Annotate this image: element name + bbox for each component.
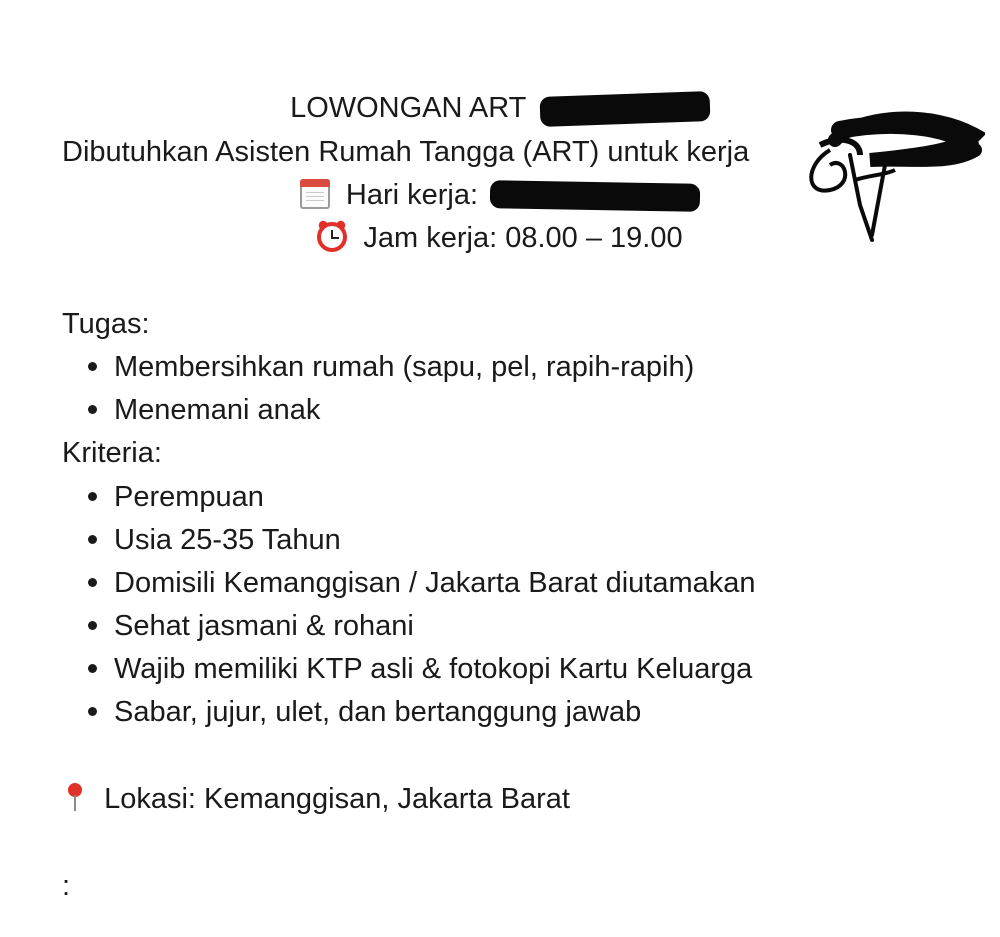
calendar-icon [300,179,330,209]
tasks-heading [62,306,150,342]
list-item-text: Membersihkan rumah (sapu, pel, rapih-rapih) [114,351,695,383]
list-item-text: Domisili Kemanggisan / Jakarta Barat diutamakan [114,567,756,599]
trailing-text [62,868,70,904]
alarm-clock-icon [317,222,347,252]
redaction-mark [490,181,700,213]
list-item [88,522,341,558]
redaction-mark [539,91,710,127]
list-item-text: Menemani anak [114,394,321,426]
work-hours-text: Jam kerja: 08.00 – 19.00 [363,222,683,254]
list-item-text: Sabar, jujur, ulet, dan bertanggung jawab [114,696,642,728]
list-item-text: Wajib memiliki KTP asli & fotokopi Kartu Keluarga [114,653,753,685]
bullet-icon [88,535,97,544]
list-item [88,565,756,601]
list-item [88,694,641,730]
posting-title: LOWONGAN ART [290,92,526,124]
bullet-icon [88,707,97,716]
bullet-icon [88,492,97,501]
bullet-icon [88,664,97,673]
scribble-redaction [800,110,985,250]
location-line [62,781,570,817]
bullet-icon [88,578,97,587]
subtitle-line [62,134,749,170]
bullet-icon [88,405,97,414]
work-days-label: Hari kerja: [345,179,479,211]
criteria-heading [62,435,162,471]
tasks-heading-text: Tugas: [62,308,150,340]
list-item-text: Perempuan [114,481,264,513]
location-text: Lokasi: Kemanggisan, Jakarta Barat [104,783,570,815]
list-item-text: Usia 25-35 Tahun [114,524,341,556]
bullet-icon [88,621,97,630]
posting-subtitle: Dibutuhkan Asisten Rumah Tangga (ART) untuk kerja [62,136,750,168]
list-item [88,651,752,687]
criteria-heading-text: Kriteria: [62,437,162,469]
bullet-icon [88,362,97,371]
list-item-text: Sehat jasmani & rohani [114,610,414,642]
list-item [88,608,414,644]
trailing-colon: : [62,870,71,902]
list-item [88,349,694,385]
list-item [88,392,320,428]
list-item [88,479,264,515]
pin-icon [62,783,88,813]
